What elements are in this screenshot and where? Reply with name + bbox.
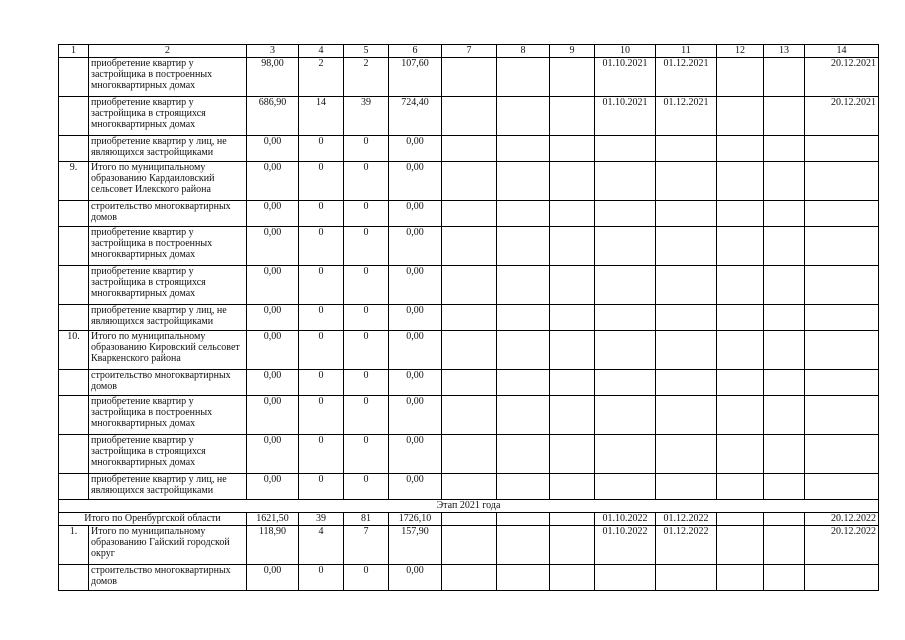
row-number — [59, 136, 89, 162]
column-header: 3 — [247, 45, 299, 58]
cell-c5: 0 — [344, 474, 389, 500]
cell-c4: 4 — [299, 526, 344, 565]
cell-c10 — [595, 331, 656, 370]
cell-c10 — [595, 565, 656, 591]
cell-c9 — [550, 565, 595, 591]
cell-c3: 0,00 — [247, 227, 299, 266]
table-row — [59, 435, 879, 474]
cell-c6: 0,00 — [389, 396, 442, 435]
cell-c11 — [656, 266, 717, 305]
cell-c6: 0,00 — [389, 136, 442, 162]
cell-c13 — [764, 97, 805, 136]
cell-c9 — [550, 331, 595, 370]
cell-c12 — [717, 305, 764, 331]
cell-c12 — [717, 331, 764, 370]
table-row — [59, 136, 879, 162]
cell-c10 — [595, 474, 656, 500]
cell-c11 — [656, 136, 717, 162]
cell-c3: 98,00 — [247, 58, 299, 97]
cell-c13 — [764, 474, 805, 500]
row-description: строительство многоквартирных домов — [89, 370, 247, 396]
cell-c13 — [764, 305, 805, 331]
cell-c7 — [442, 474, 497, 500]
cell-c14: 20.12.2021 — [805, 97, 879, 136]
table-row — [59, 331, 879, 370]
cell-c11: 01.12.2021 — [656, 58, 717, 97]
cell-c4: 0 — [299, 565, 344, 591]
cell-c14 — [805, 227, 879, 266]
cell-c5: 0 — [344, 396, 389, 435]
row-description: приобретение квартир у застройщика в построенных многоквартирных домах — [89, 227, 247, 266]
cell-c5: 0 — [344, 435, 389, 474]
cell-c7 — [442, 227, 497, 266]
row-description: Итого по муниципальному образованию Кировский сельсовет Кваркенского района — [89, 331, 247, 370]
row-number: 1. — [59, 526, 89, 565]
cell-c9 — [550, 305, 595, 331]
cell-c7 — [442, 162, 497, 201]
cell-c8 — [497, 97, 550, 136]
cell-c13 — [764, 331, 805, 370]
cell-c8 — [497, 396, 550, 435]
cell-c4: 0 — [299, 331, 344, 370]
total-label: Итого по Оренбургской области — [59, 513, 247, 526]
total-c14: 20.12.2022 — [805, 513, 879, 526]
cell-c9 — [550, 136, 595, 162]
cell-c7 — [442, 370, 497, 396]
column-header: 2 — [89, 45, 247, 58]
cell-c14 — [805, 370, 879, 396]
cell-c6: 0,00 — [389, 266, 442, 305]
row-number — [59, 97, 89, 136]
row-number — [59, 58, 89, 97]
cell-c7 — [442, 266, 497, 305]
row-description: строительство многоквартирных домов — [89, 201, 247, 227]
cell-c10 — [595, 370, 656, 396]
cell-c8 — [497, 305, 550, 331]
cell-c10: 01.10.2022 — [595, 526, 656, 565]
cell-c12 — [717, 396, 764, 435]
total-c7 — [442, 513, 497, 526]
cell-c11 — [656, 370, 717, 396]
cell-c3: 0,00 — [247, 136, 299, 162]
cell-c13 — [764, 370, 805, 396]
cell-c6: 0,00 — [389, 370, 442, 396]
cell-c6: 0,00 — [389, 305, 442, 331]
row-description: приобретение квартир у застройщика в строящихся многоквартирных домах — [89, 435, 247, 474]
cell-c7 — [442, 435, 497, 474]
cell-c11 — [656, 474, 717, 500]
table-row — [59, 565, 879, 591]
row-description: приобретение квартир у лиц, не являющихся застройщиками — [89, 474, 247, 500]
cell-c7 — [442, 58, 497, 97]
cell-c5: 0 — [344, 136, 389, 162]
cell-c8 — [497, 331, 550, 370]
row-description: приобретение квартир у лиц, не являющихся застройщиками — [89, 136, 247, 162]
cell-c10 — [595, 305, 656, 331]
column-header: 14 — [805, 45, 879, 58]
cell-c13 — [764, 266, 805, 305]
cell-c8 — [497, 227, 550, 266]
cell-c14 — [805, 201, 879, 227]
row-number — [59, 266, 89, 305]
cell-c6: 0,00 — [389, 227, 442, 266]
row-description: приобретение квартир у застройщика в строящихся многоквартирных домах — [89, 266, 247, 305]
cell-c14 — [805, 435, 879, 474]
stage-row — [59, 500, 879, 513]
total-c10: 01.10.2022 — [595, 513, 656, 526]
cell-c4: 0 — [299, 435, 344, 474]
column-header: 12 — [717, 45, 764, 58]
total-c4: 39 — [299, 513, 344, 526]
column-header: 10 — [595, 45, 656, 58]
cell-c4: 14 — [299, 97, 344, 136]
table-row — [59, 58, 879, 97]
cell-c13 — [764, 201, 805, 227]
cell-c3: 0,00 — [247, 474, 299, 500]
cell-c8 — [497, 201, 550, 227]
cell-c3: 686,90 — [247, 97, 299, 136]
cell-c6: 0,00 — [389, 162, 442, 201]
cell-c5: 0 — [344, 227, 389, 266]
cell-c12 — [717, 435, 764, 474]
column-header: 13 — [764, 45, 805, 58]
cell-c12 — [717, 266, 764, 305]
row-number — [59, 435, 89, 474]
cell-c14 — [805, 136, 879, 162]
cell-c12 — [717, 58, 764, 97]
cell-c9 — [550, 526, 595, 565]
cell-c8 — [497, 136, 550, 162]
cell-c11 — [656, 227, 717, 266]
cell-c11: 01.12.2021 — [656, 97, 717, 136]
cell-c9 — [550, 370, 595, 396]
table-row — [59, 396, 879, 435]
cell-c7 — [442, 396, 497, 435]
cell-c6: 0,00 — [389, 474, 442, 500]
cell-c11 — [656, 565, 717, 591]
row-description: Итого по муниципальному образованию Кардаиловский сельсовет Илекского района — [89, 162, 247, 201]
cell-c13 — [764, 435, 805, 474]
total-c13 — [764, 513, 805, 526]
cell-c6: 724,40 — [389, 97, 442, 136]
row-number — [59, 227, 89, 266]
cell-c3: 0,00 — [247, 331, 299, 370]
row-number: 10. — [59, 331, 89, 370]
cell-c11 — [656, 435, 717, 474]
cell-c10: 01.10.2021 — [595, 58, 656, 97]
cell-c4: 2 — [299, 58, 344, 97]
total-c6: 1726,10 — [389, 513, 442, 526]
cell-c3: 0,00 — [247, 435, 299, 474]
cell-c5: 0 — [344, 266, 389, 305]
row-description: приобретение квартир у застройщика в построенных многоквартирных домах — [89, 58, 247, 97]
header-row — [59, 45, 879, 58]
cell-c5: 0 — [344, 370, 389, 396]
cell-c5: 2 — [344, 58, 389, 97]
row-number — [59, 305, 89, 331]
cell-c6: 157,90 — [389, 526, 442, 565]
cell-c8 — [497, 58, 550, 97]
table-row — [59, 526, 879, 565]
row-number — [59, 201, 89, 227]
cell-c4: 0 — [299, 201, 344, 227]
table-row — [59, 474, 879, 500]
cell-c11 — [656, 201, 717, 227]
cell-c14 — [805, 331, 879, 370]
row-number: 9. — [59, 162, 89, 201]
total-c9 — [550, 513, 595, 526]
cell-c3: 118,90 — [247, 526, 299, 565]
cell-c11 — [656, 331, 717, 370]
table-row — [59, 227, 879, 266]
row-number — [59, 396, 89, 435]
cell-c13 — [764, 162, 805, 201]
cell-c11 — [656, 162, 717, 201]
cell-c12 — [717, 370, 764, 396]
cell-c11: 01.12.2022 — [656, 526, 717, 565]
table-row — [59, 305, 879, 331]
stage-label: Этап 2021 года — [59, 500, 879, 513]
cell-c6: 0,00 — [389, 331, 442, 370]
cell-c7 — [442, 305, 497, 331]
total-c3: 1621,50 — [247, 513, 299, 526]
cell-c12 — [717, 474, 764, 500]
total-c8 — [497, 513, 550, 526]
cell-c4: 0 — [299, 370, 344, 396]
cell-c12 — [717, 526, 764, 565]
cell-c14 — [805, 565, 879, 591]
cell-c11 — [656, 305, 717, 331]
column-header: 4 — [299, 45, 344, 58]
row-number — [59, 474, 89, 500]
row-description: приобретение квартир у застройщика в построенных многоквартирных домах — [89, 396, 247, 435]
cell-c10: 01.10.2021 — [595, 97, 656, 136]
cell-c7 — [442, 136, 497, 162]
cell-c14 — [805, 396, 879, 435]
cell-c5: 7 — [344, 526, 389, 565]
cell-c9 — [550, 162, 595, 201]
column-header: 6 — [389, 45, 442, 58]
cell-c4: 0 — [299, 136, 344, 162]
row-description: приобретение квартир у застройщика в строящихся многоквартирных домах — [89, 97, 247, 136]
cell-c9 — [550, 58, 595, 97]
cell-c13 — [764, 526, 805, 565]
cell-c3: 0,00 — [247, 305, 299, 331]
cell-c3: 0,00 — [247, 370, 299, 396]
cell-c8 — [497, 370, 550, 396]
cell-c7 — [442, 565, 497, 591]
table-row — [59, 97, 879, 136]
cell-c9 — [550, 227, 595, 266]
cell-c3: 0,00 — [247, 201, 299, 227]
total-row — [59, 513, 879, 526]
total-c5: 81 — [344, 513, 389, 526]
cell-c14 — [805, 474, 879, 500]
cell-c10 — [595, 266, 656, 305]
total-c12 — [717, 513, 764, 526]
cell-c7 — [442, 331, 497, 370]
cell-c4: 0 — [299, 227, 344, 266]
table-row — [59, 162, 879, 201]
cell-c5: 0 — [344, 162, 389, 201]
table-row — [59, 266, 879, 305]
cell-c13 — [764, 565, 805, 591]
cell-c7 — [442, 201, 497, 227]
cell-c7 — [442, 97, 497, 136]
cell-c4: 0 — [299, 266, 344, 305]
cell-c12 — [717, 97, 764, 136]
cell-c10 — [595, 396, 656, 435]
cell-c9 — [550, 97, 595, 136]
cell-c8 — [497, 162, 550, 201]
cell-c4: 0 — [299, 162, 344, 201]
cell-c6: 0,00 — [389, 435, 442, 474]
column-header: 11 — [656, 45, 717, 58]
cell-c3: 0,00 — [247, 162, 299, 201]
cell-c12 — [717, 162, 764, 201]
cell-c10 — [595, 136, 656, 162]
row-number — [59, 565, 89, 591]
cell-c8 — [497, 565, 550, 591]
row-description: Итого по муниципальному образованию Гайский городской округ — [89, 526, 247, 565]
cell-c9 — [550, 266, 595, 305]
cell-c3: 0,00 — [247, 266, 299, 305]
cell-c10 — [595, 435, 656, 474]
cell-c3: 0,00 — [247, 396, 299, 435]
cell-c13 — [764, 227, 805, 266]
cell-c8 — [497, 526, 550, 565]
cell-c5: 0 — [344, 331, 389, 370]
cell-c5: 0 — [344, 565, 389, 591]
cell-c6: 107,60 — [389, 58, 442, 97]
row-description: строительство многоквартирных домов — [89, 565, 247, 591]
cell-c6: 0,00 — [389, 201, 442, 227]
cell-c14 — [805, 266, 879, 305]
cell-c12 — [717, 565, 764, 591]
cell-c13 — [764, 58, 805, 97]
cell-c10 — [595, 201, 656, 227]
cell-c14: 20.12.2021 — [805, 58, 879, 97]
cell-c13 — [764, 136, 805, 162]
cell-c12 — [717, 136, 764, 162]
table-row — [59, 201, 879, 227]
cell-c4: 0 — [299, 396, 344, 435]
cell-c9 — [550, 396, 595, 435]
row-number — [59, 370, 89, 396]
cell-c5: 0 — [344, 201, 389, 227]
row-description: приобретение квартир у лиц, не являющихся застройщиками — [89, 305, 247, 331]
cell-c14 — [805, 162, 879, 201]
cell-c7 — [442, 526, 497, 565]
cell-c12 — [717, 227, 764, 266]
cell-c11 — [656, 396, 717, 435]
cell-c10 — [595, 227, 656, 266]
cell-c9 — [550, 435, 595, 474]
cell-c8 — [497, 474, 550, 500]
column-header: 9 — [550, 45, 595, 58]
cell-c3: 0,00 — [247, 565, 299, 591]
column-header: 5 — [344, 45, 389, 58]
cell-c14: 20.12.2022 — [805, 526, 879, 565]
cell-c5: 39 — [344, 97, 389, 136]
total-c11: 01.12.2022 — [656, 513, 717, 526]
cell-c5: 0 — [344, 305, 389, 331]
column-header: 8 — [497, 45, 550, 58]
cell-c6: 0,00 — [389, 565, 442, 591]
column-header: 7 — [442, 45, 497, 58]
housing-program-table — [58, 44, 879, 591]
table-row — [59, 370, 879, 396]
column-header: 1 — [59, 45, 89, 58]
cell-c8 — [497, 266, 550, 305]
cell-c8 — [497, 435, 550, 474]
cell-c9 — [550, 201, 595, 227]
cell-c10 — [595, 162, 656, 201]
cell-c13 — [764, 396, 805, 435]
cell-c9 — [550, 474, 595, 500]
cell-c12 — [717, 201, 764, 227]
cell-c14 — [805, 305, 879, 331]
cell-c4: 0 — [299, 474, 344, 500]
cell-c4: 0 — [299, 305, 344, 331]
